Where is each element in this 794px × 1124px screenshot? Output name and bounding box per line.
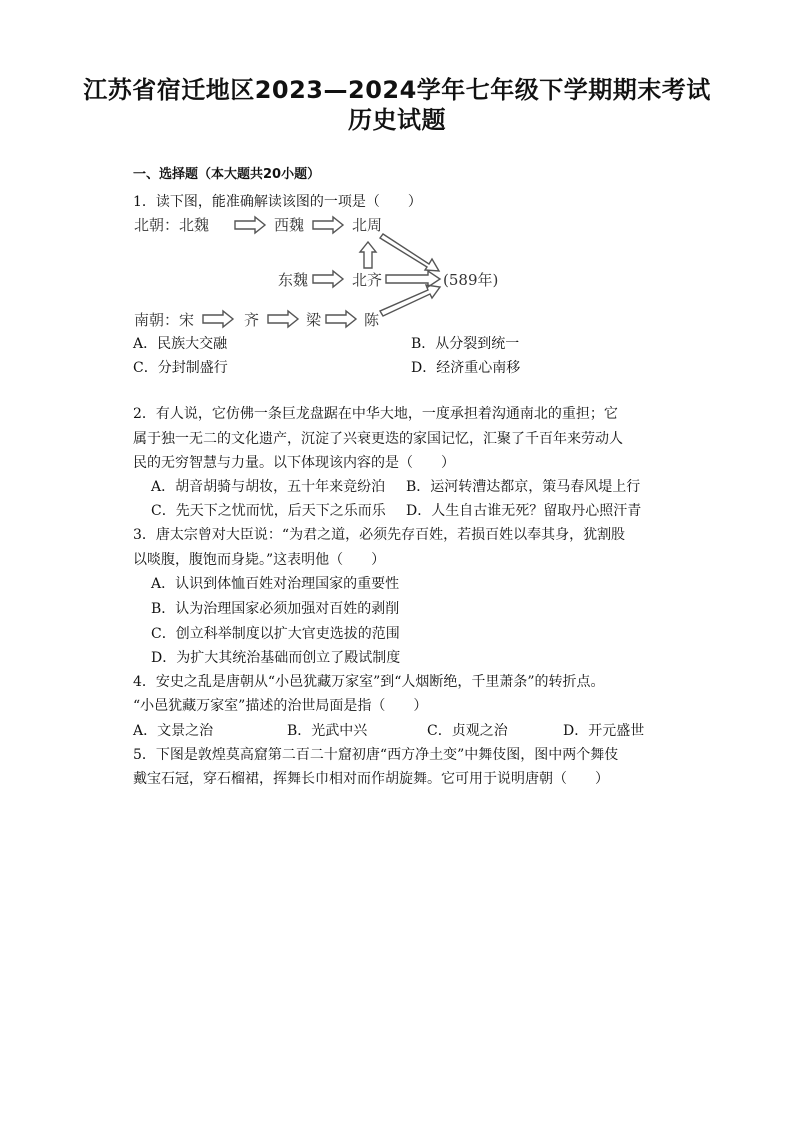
q3-option-b: B．认为治理国家必须加强对百姓的剥削 [151, 601, 400, 617]
q1-option-a: A．民族大交融 [133, 336, 228, 352]
section-heading: 一、选择题（本大题共20小题） [133, 167, 321, 182]
diagram-south-label: 南朝：宋 [134, 311, 195, 329]
q2-line3: 民的无穷智慧与力量。以下体现该内容的是（ ） [133, 455, 455, 471]
q2-option-a: A．胡音胡骑与胡妆，五十年来竞纷泊 [151, 479, 386, 495]
q3-option-d: D．为扩大其统治基础而创立了殿试制度 [151, 650, 401, 666]
exam-title-line2: 历史试题 [348, 106, 446, 134]
diagram-north-label: 北朝：北魏 [134, 216, 210, 234]
q4-line1: 4．安史之乱是唐朝从“小邑犹藏万家室”到“人烟断绝，千里萧条”的转折点。 [133, 674, 605, 690]
q2-option-c: C．先天下之忧而忧，后天下之乐而乐 [151, 503, 386, 519]
diagram-chen: 陈 [364, 311, 380, 329]
diagram-north-zhou: 北周 [352, 216, 383, 234]
arrow-xiwei-beizhou [313, 217, 343, 233]
q2-option-b: B．运河转漕达都京，策马春风堤上行 [406, 479, 641, 495]
arrow-song-qi [203, 311, 233, 327]
arrow-beizhou-589 [380, 234, 439, 271]
arrow-beiwei-xiwei [235, 217, 265, 233]
diagram-liang: 梁 [306, 311, 322, 329]
q4-option-a: A．文景之治 [133, 723, 214, 739]
arrow-liang-chen [326, 311, 356, 327]
q5-line1: 5．下图是敦煌莫高窟第二百二十窟初唐“西方净土变”中舞伎图，图中两个舞伎 [133, 747, 619, 763]
q4-option-b: B．光武中兴 [287, 723, 368, 739]
diagram-west-wei: 西魏 [274, 216, 305, 234]
diagram-year: (589年) [443, 271, 499, 289]
exam-title-line1: 江苏省宿迁地区2023—2024学年七年级下学期期末考试 [83, 76, 711, 104]
q1-option-d: D．经济重心南移 [411, 360, 521, 376]
arrow-beiqi-589 [386, 271, 440, 287]
q5-line2: 戴宝石冠，穿石榴裙，挥舞长巾相对而作胡旋舞。它可用于说明唐朝（ ） [133, 771, 609, 787]
q4-line2: “小邑犹藏万家室”描述的治世局面是指（ ） [133, 698, 428, 714]
q3-option-a: A．认识到体恤百姓对治理国家的重要性 [151, 576, 400, 592]
q2-option-d: D．人生自古谁无死？留取丹心照汗青 [406, 503, 642, 519]
q1-stem: 1．读下图，能准确解读该图的一项是（ ） [133, 194, 422, 210]
diagram-east-wei: 东魏 [278, 271, 309, 289]
diagram-qi: 齐 [244, 311, 260, 329]
diagram-north-qi: 北齐 [352, 271, 383, 289]
q4-option-c: C．贞观之治 [427, 723, 508, 739]
q1-option-c: C．分封制盛行 [133, 360, 228, 376]
q3-option-c: C．创立科举制度以扩大官吏选拔的范围 [151, 626, 400, 642]
q1-option-b: B．从分裂到统一 [411, 336, 520, 352]
q1-dynasty-diagram [128, 208, 508, 336]
q2-line1: 2．有人说，它仿佛一条巨龙盘踞在中华大地，一度承担着沟通南北的重担；它 [133, 406, 618, 422]
q4-option-d: D．开元盛世 [563, 723, 645, 739]
q3-line1: 3．唐太宗曾对大臣说：“为君之道，必须先存百姓，若损百姓以奉其身，犹割股 [133, 527, 626, 543]
arrow-beiqi-beizhou [360, 242, 376, 268]
arrow-dongwei-beiqi [313, 271, 343, 287]
arrow-chen-589 [380, 285, 440, 316]
arrow-qi-liang [268, 311, 298, 327]
q2-line2: 属于独一无二的文化遗产，沉淀了兴衰更迭的家国记忆，汇聚了千百年来劳动人 [133, 431, 623, 447]
q3-line2: 以啖腹，腹饱而身毙。”这表明他（ ） [133, 552, 386, 568]
